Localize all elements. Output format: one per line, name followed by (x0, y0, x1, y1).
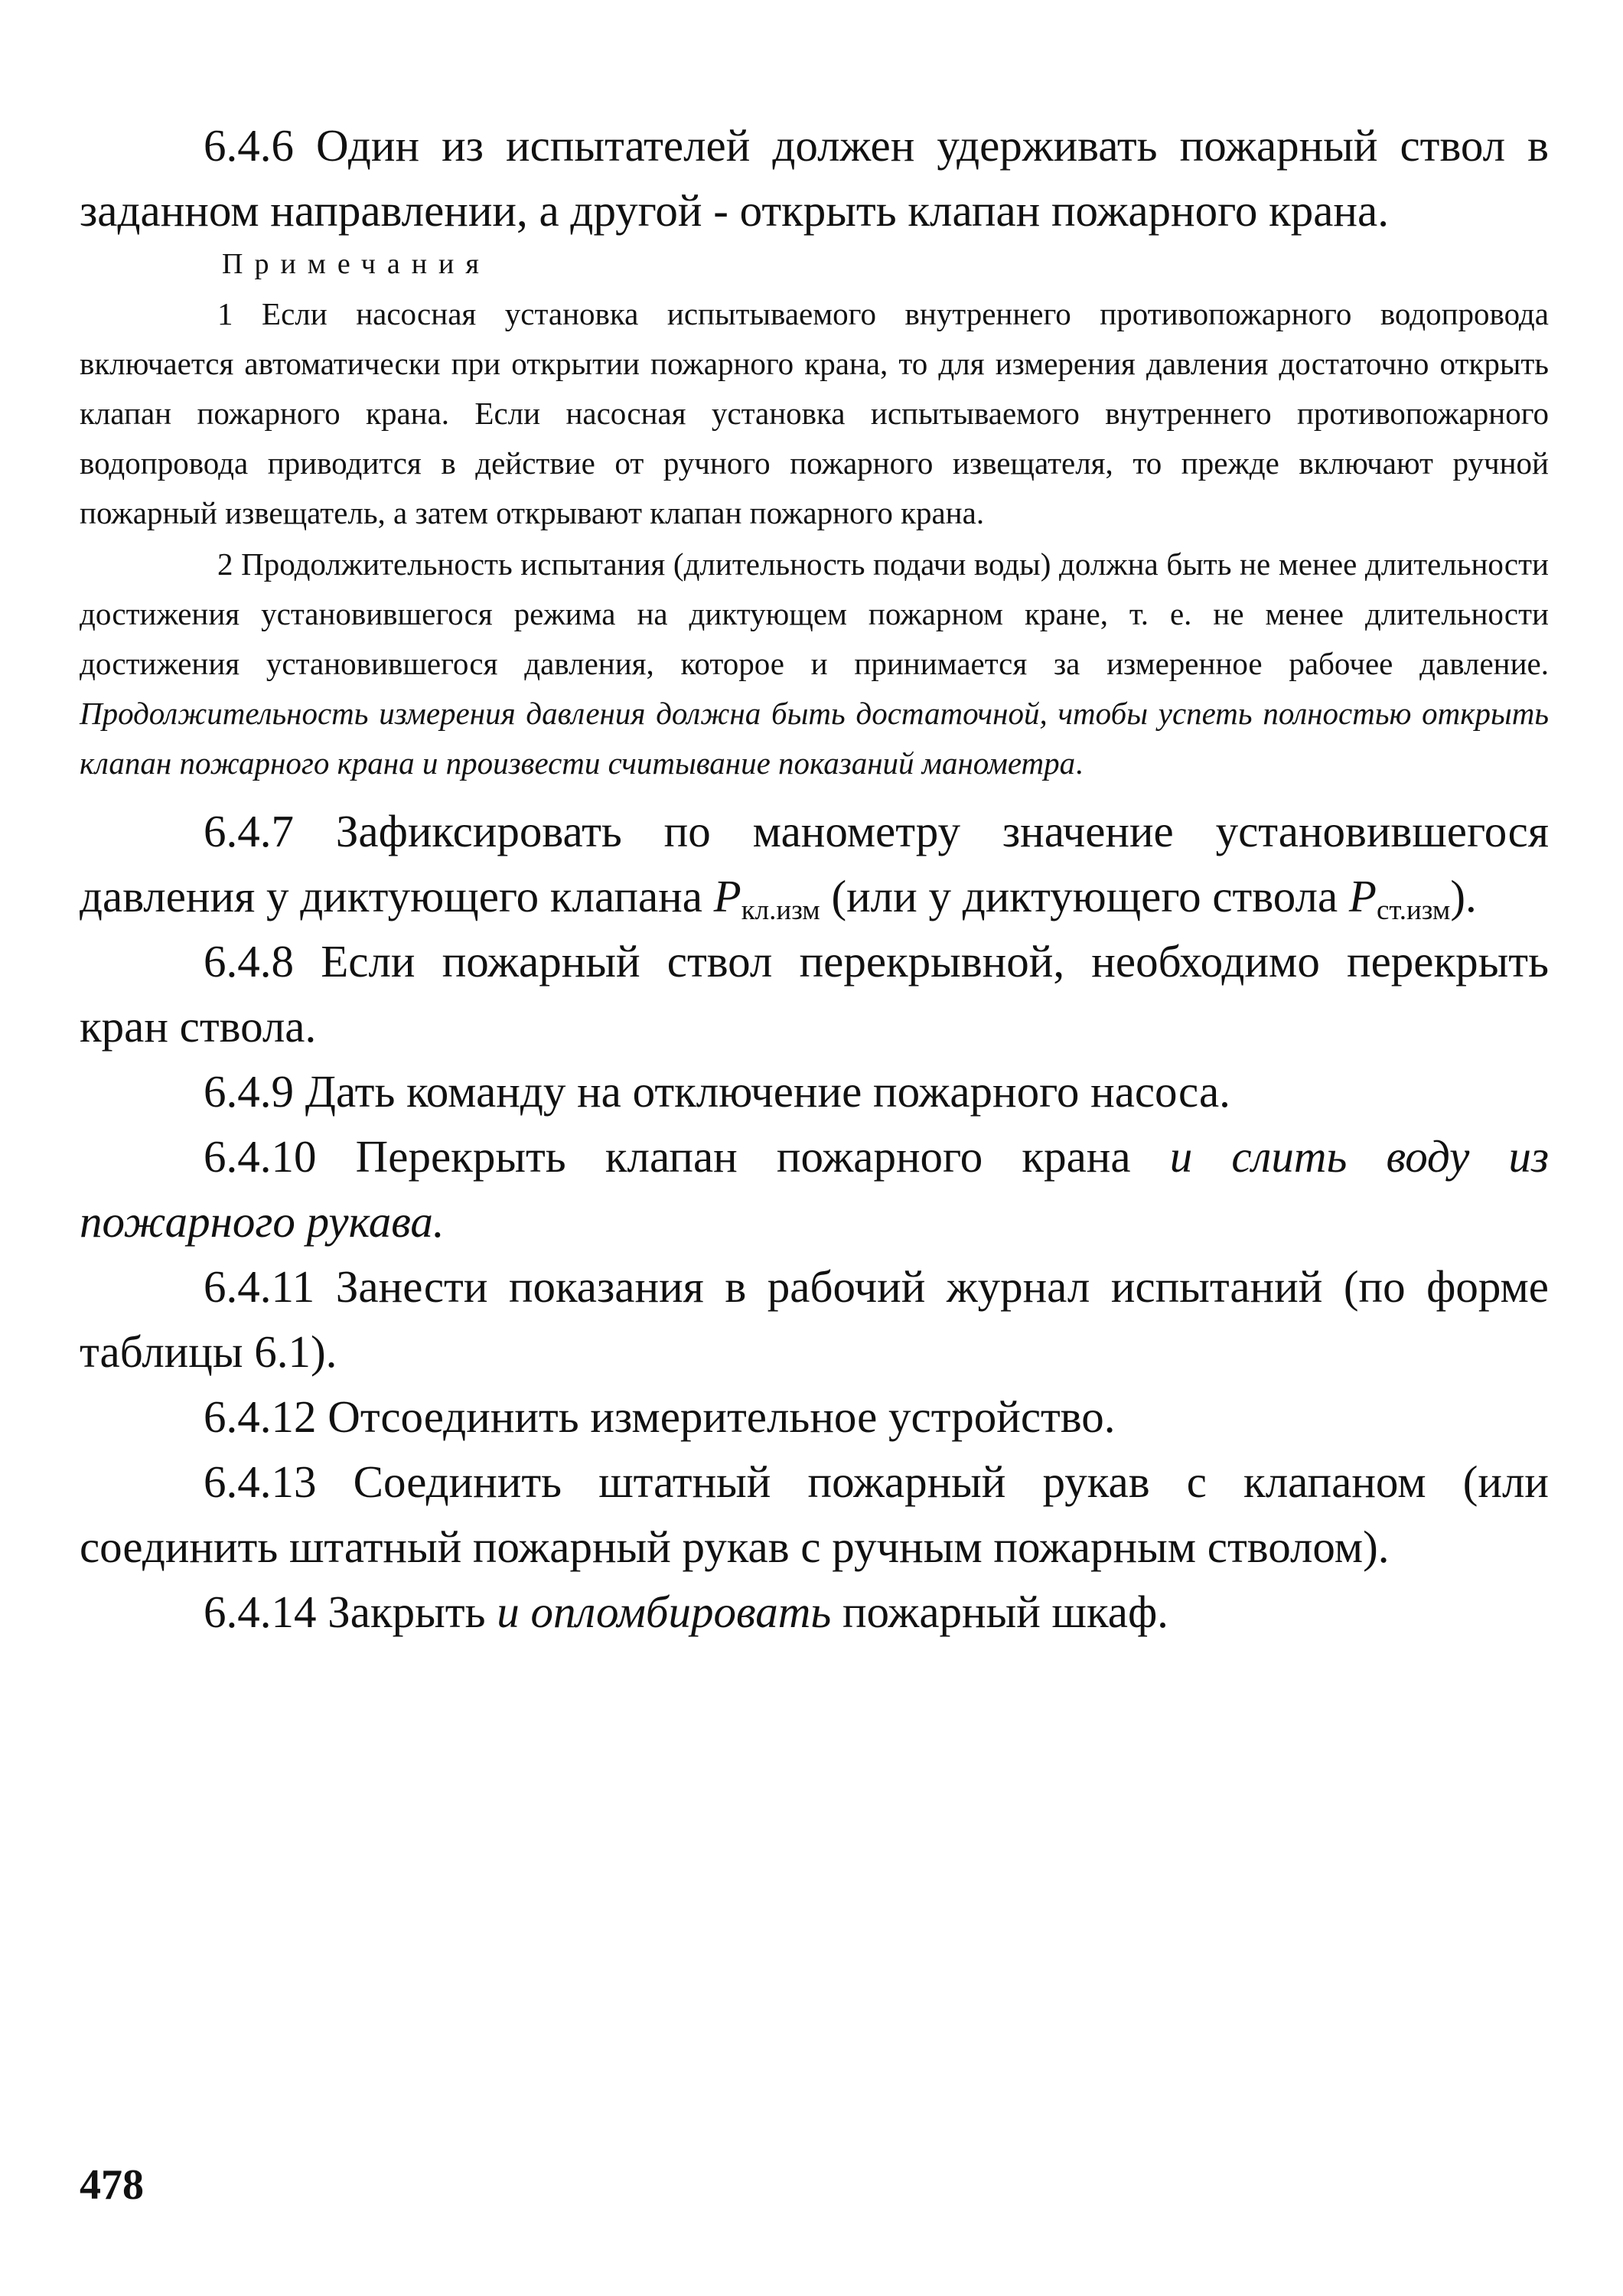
p10-italic-text: и слить воду из пожарного рукава. (80, 1131, 1549, 1247)
pressure-subscript-nozzle: ст.изм (1376, 895, 1451, 926)
document-page (80, 113, 1549, 1645)
paragraph-6-4-11: 6.4.11 Занести показания в рабочий журнал испытаний (по форме таблицы 6.1). (80, 1261, 1549, 1377)
paragraph-6-4-13: 6.4.13 Соединить штатный пожарный рукав с клапаном (или соединить штатный пожарный рукав с ручным пожарным стволом). (80, 1456, 1549, 1572)
p14-text-1: 6.4.14 Закрыть (204, 1587, 486, 1637)
note-2-italic-text: Продолжительность измерения давления должна быть достаточной, чтобы успеть полностью открыть клапан пожарного крана и произвести считывание показаний манометра (80, 696, 1549, 781)
page-number: 478 (80, 2161, 144, 2209)
pressure-symbol-valve: P (713, 871, 741, 921)
note-2-period: . (1075, 745, 1084, 781)
p10-text: 6.4.10 Перекрыть клапан пожарного крана (204, 1131, 1131, 1182)
paragraph-6-4-8: 6.4.8 Если пожарный ствол перекрывной, необходимо перекрыть кран ствола. (80, 936, 1549, 1052)
paragraph-6-4-7 (80, 799, 1549, 929)
note-1: 1 Если насосная установка испытываемого внутреннего противопожарного водопровода включается автоматически при открытии пожарного крана, то для измерения давления достаточно открыть клапан пожарного крана. Если насосная установка испытываемого внутреннего противопожарного водопровода приводится в действие от ручного пожарного извещателя, то прежде включают ручной пожарный извещатель, а затем открывают клапан пожарного крана. (80, 296, 1549, 530)
note-2-text: 2 Продолжительность испытания (длительность подачи воды) должна быть не менее длительности достижения установившегося режима на диктующем пожарном кране, т. е. не менее длительности достижения установившегося давления, которое и принимается за измеренное рабочее давление. (80, 546, 1549, 681)
p7-text-3: ). (1450, 871, 1477, 921)
note-2 (80, 540, 1549, 788)
p7-text-1: 6.4.7 Зафиксировать по манометру значение установившегося давления у диктующего клапана (80, 806, 1549, 921)
p14-italic-text: и опломбировать (497, 1587, 832, 1637)
paragraph-6-4-6: 6.4.6 Один из испытателей должен удерживать пожарный ствол в заданном направлении, а другой - открыть клапан пожарного крана. (80, 120, 1549, 236)
pressure-symbol-nozzle: P (1348, 871, 1377, 921)
p14-text-2: пожарный шкаф. (842, 1587, 1168, 1637)
p7-text-2: (или у диктующего ствола (831, 871, 1338, 921)
paragraph-6-4-9: 6.4.9 Дать команду на отключение пожарного насоса. (204, 1066, 1230, 1117)
paragraph-6-4-10 (80, 1124, 1549, 1254)
paragraph-6-4-12: 6.4.12 Отсоединить измерительное устройство. (204, 1391, 1116, 1442)
pressure-subscript-valve: кл.изм (741, 895, 820, 926)
notes-heading: Примечания (222, 248, 490, 280)
paragraph-6-4-14 (80, 1580, 1549, 1645)
